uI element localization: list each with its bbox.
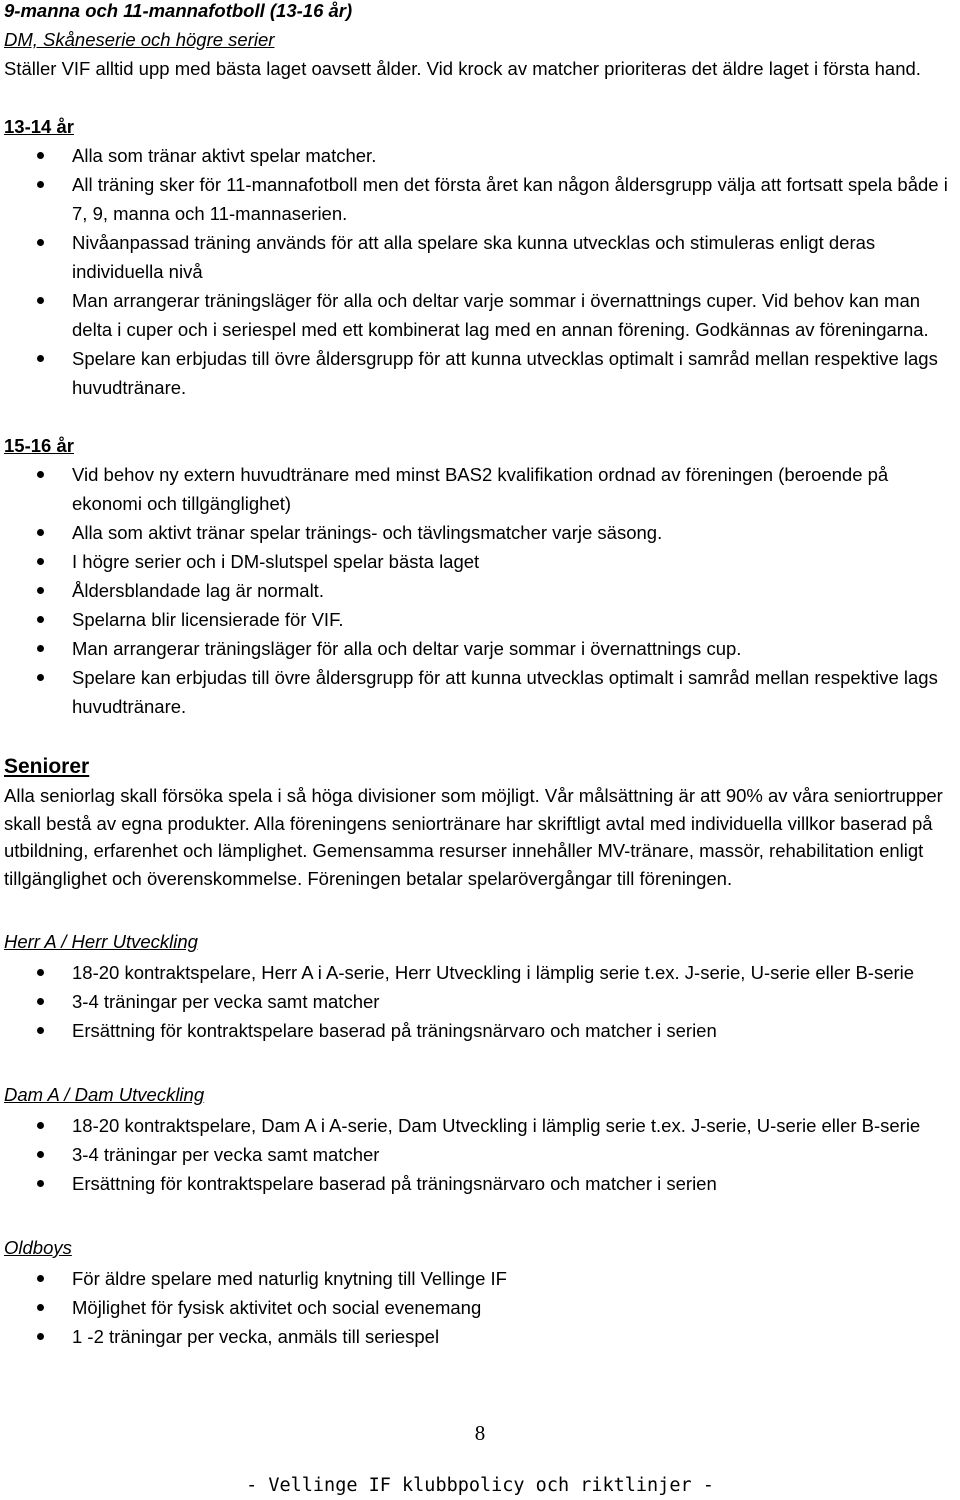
oldboys-list bbox=[4, 1264, 958, 1351]
list-item: Spelare kan erbjudas till övre åldersgrupp för att kunna utvecklas optimalt i samråd mellan respektive lags huvudtränare. bbox=[4, 663, 958, 721]
list-item: Vid behov ny extern huvudtränare med minst BAS2 kvalifikation ordnad av föreningen (beroende på ekonomi och tillgänglighet) bbox=[4, 460, 958, 518]
dm-heading: DM, Skåneserie och högre serier bbox=[4, 29, 275, 50]
list-item: Ersättning för kontraktspelare baserad på träningsnärvaro och matcher i serien bbox=[4, 1169, 958, 1198]
dm-text: Ställer VIF alltid upp med bästa laget oavsett ålder. Vid krock av matcher prioriteras det äldre laget i första hand. bbox=[4, 58, 921, 79]
age-13-14-list bbox=[4, 141, 958, 402]
page-footer: - Vellinge IF klubbpolicy och riktlinjer - bbox=[246, 1475, 714, 1496]
section-title: 9-manna och 11-mannafotboll (13-16 år) bbox=[4, 0, 353, 21]
list-item: All träning sker för 11-mannafotboll men det första året kan någon åldersgrupp välja att fortsatt spela både i 7, 9, manna och 11-mannaserien. bbox=[4, 170, 958, 228]
list-item: Åldersblandade lag är normalt. bbox=[4, 576, 958, 605]
list-item: 1 -2 träningar per vecka, anmäls till seriespel bbox=[4, 1322, 958, 1351]
list-item: Alla som aktivt tränar spelar tränings- och tävlingsmatcher varje säsong. bbox=[4, 518, 958, 547]
list-item: Möjlighet för fysisk aktivitet och social evenemang bbox=[4, 1293, 958, 1322]
age-13-14-heading: 13-14 år bbox=[4, 116, 74, 137]
herr-list bbox=[4, 958, 958, 1045]
oldboys-heading: Oldboys bbox=[4, 1237, 72, 1258]
list-item: Man arrangerar träningsläger för alla och deltar varje sommar i övernattnings cuper. Vid behov kan man delta i cuper och i seriespel med ett kombinerat lag med en annan förening. Godkännas av föreningarna. bbox=[4, 286, 958, 344]
list-item: 18-20 kontraktspelare, Dam A i A-serie, Dam Utveckling i lämplig serie t.ex. J-serie, U-serie eller B-serie bbox=[4, 1111, 958, 1140]
list-item: Spelare kan erbjudas till övre åldersgrupp för att kunna utvecklas optimalt i samråd mellan respektive lags huvudtränare. bbox=[4, 344, 958, 402]
list-item: 3-4 träningar per vecka samt matcher bbox=[4, 1140, 958, 1169]
seniorer-heading: Seniorer bbox=[4, 755, 90, 778]
dam-heading: Dam A / Dam Utveckling bbox=[4, 1084, 205, 1105]
list-item: För äldre spelare med naturlig knytning till Vellinge IF bbox=[4, 1264, 958, 1293]
list-item: Spelarna blir licensierade för VIF. bbox=[4, 605, 958, 634]
list-item: Alla som tränar aktivt spelar matcher. bbox=[4, 141, 958, 170]
document-page bbox=[4, 0, 958, 1351]
list-item: Ersättning för kontraktspelare baserad på träningsnärvaro och matcher i serien bbox=[4, 1016, 958, 1045]
list-item: I högre serier och i DM-slutspel spelar bästa laget bbox=[4, 547, 958, 576]
page-number: 8 bbox=[474, 1421, 486, 1445]
seniorer-text: Alla seniorlag skall försöka spela i så höga divisioner som möjligt. Vår målsättning är att 90% av våra seniortrupper skall bestå av egna produkter. Alla föreningens seniortränare har skriftligt avtal med individuella villkor baserad på utbildning, erfarenhet och lämplighet. Gemensamma resurser innehåller MV-tränare, massör, rehabilitation enligt tillgänglighet och överenskommelse. Föreningen betalar spelarövergångar till föreningen. bbox=[4, 785, 943, 889]
list-item: Nivåanpassad träning används för att alla spelare ska kunna utvecklas och stimuleras enligt deras individuella nivå bbox=[4, 228, 958, 286]
age-15-16-heading: 15-16 år bbox=[4, 435, 74, 456]
herr-heading: Herr A / Herr Utveckling bbox=[4, 931, 198, 952]
list-item: Man arrangerar träningsläger för alla och deltar varje sommar i övernattnings cup. bbox=[4, 634, 958, 663]
age-15-16-list bbox=[4, 460, 958, 721]
dam-list bbox=[4, 1111, 958, 1198]
list-item: 3-4 träningar per vecka samt matcher bbox=[4, 987, 958, 1016]
list-item: 18-20 kontraktspelare, Herr A i A-serie, Herr Utveckling i lämplig serie t.ex. J-serie, U-serie eller B-serie bbox=[4, 958, 958, 987]
